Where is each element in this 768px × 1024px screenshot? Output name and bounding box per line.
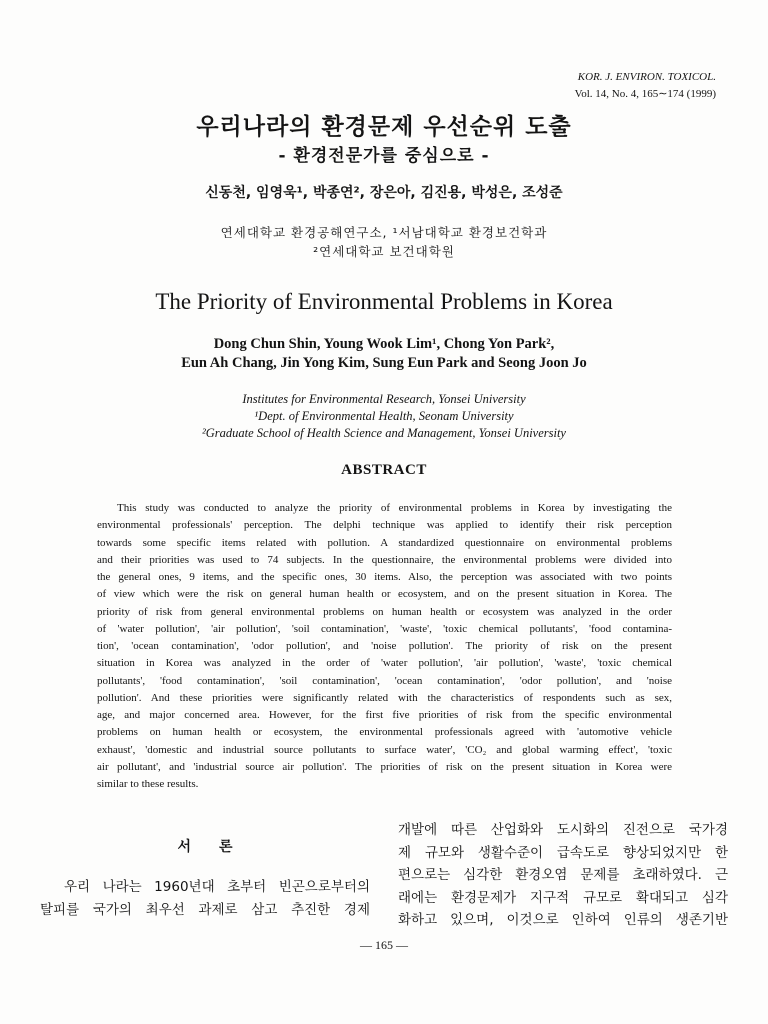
- abstract-heading: ABSTRACT: [341, 462, 427, 478]
- body-right-column: [398, 819, 728, 932]
- korean-title: 우리나라의 환경문제 우선순위 도출: [196, 114, 572, 140]
- abstract-line: tion', 'ocean contamination', 'odor pollution', and 'noise pollution'. The priority of risk on the present: [97, 640, 672, 652]
- abstract-line: of 'water pollution', 'air pollution', 'soil contamination', 'waste', 'toxic chemical pollutants', 'food contamina-: [97, 622, 672, 635]
- abstract-body: [97, 500, 672, 793]
- abstract-line: environmental professionals' perception. The delphi technique was applied to identify their risk perception: [97, 519, 672, 532]
- abstract-line: towards some specific items related with pollution. A standardized questionnaire on environmental problems: [97, 536, 672, 549]
- body-line: 편으로는 심각한 환경오염 문제를 초래하였다. 근: [398, 867, 728, 884]
- journal-volume: Vol. 14, No. 4, 165∼174 (1999): [574, 88, 716, 100]
- korean-authors: 신동천, 임영욱¹, 박종연², 장은아, 김진용, 박성은, 조성준: [205, 185, 563, 201]
- abstract-line: exhaust', 'domestic and industrial source pollutants to surface water', 'CO₂ and global warming effect', 'toxic: [97, 743, 672, 756]
- english-title: The Priority of Environmental Problems in Korea: [155, 289, 613, 314]
- affiliation-line: Institutes for Environmental Research, Yonsei University: [242, 392, 526, 406]
- abstract-line: age, and major concerned area. However, for the first five priorities of risk from the specific environmental: [97, 709, 672, 721]
- body-line: 제 규모와 생활수준이 급속도로 향상되었지만 한: [398, 844, 728, 861]
- journal-name: KOR. J. ENVIRON. TOXICOL.: [577, 71, 716, 83]
- affiliation-line: ¹Dept. of Environmental Health, Seonam University: [254, 409, 514, 423]
- body-line: 래에는 환경문제가 지구적 규모로 확대되고 심각: [398, 889, 728, 906]
- abstract-line: pollutants', 'food contamination', 'soil contamination', 'ocean contamination', 'odor pollution', and 'noise: [97, 674, 672, 687]
- abstract-line: and their priorities was used to 74 subjects. In the questionnaire, the environmental problems were divided into: [97, 553, 672, 566]
- body-line: 화하고 있으며, 이것으로 인하여 인류의 생존기반: [398, 912, 728, 929]
- body-line: 탈피를 국가의 최우선 과제로 삼고 추진한 경제: [40, 901, 370, 918]
- korean-affiliation: 연세대학교 환경공해연구소, ¹서남대학교 환경보건학과: [220, 225, 548, 240]
- abstract-line: air pollutant', and 'industrial source air pollution'. The priorities of risk on the present situation in Korea were: [97, 760, 672, 773]
- english-authors: [0, 335, 768, 373]
- body-line: 우리 나라는 1960년대 초부터 빈곤으로부터의: [64, 879, 370, 895]
- abstract-line: priority of risk from general environmental problems on human health or ecosystem was analyzed in the order: [97, 605, 672, 618]
- abstract-line: This study was conducted to analyze the priority of environmental problems in Korea by investigating the: [117, 502, 672, 514]
- english-affiliations: [0, 391, 768, 442]
- body-line: 개발에 따른 산업화와 도시화의 진전으로 국가경: [398, 822, 728, 838]
- journal-header: [575, 69, 716, 103]
- page-number: — 165 —: [360, 938, 408, 952]
- affiliation-line: ²Graduate School of Health Science and Management, Yonsei University: [202, 426, 566, 440]
- abstract-line: of view which were the risk on general human health or ecosystem, and on the present situation in Korea. The: [97, 588, 672, 601]
- abstract-line: situation in Korea was analyzed in the order of 'water pollution', 'air pollution', 'waste', 'toxic chemical: [97, 657, 672, 670]
- abstract-line: problems on human health or ecosystem, the environmental professionals agreed with 'automotive vehicle: [97, 726, 672, 739]
- body-left-column: [40, 836, 370, 921]
- abstract-line: similar to these results.: [97, 778, 199, 790]
- author-line: Eun Ah Chang, Jin Yong Kim, Sung Eun Park and Seong Joon Jo: [181, 355, 587, 371]
- korean-subtitle: - 환경전문가를 중심으로 -: [278, 146, 490, 166]
- section-heading: 서 론: [177, 839, 233, 855]
- abstract-line: the general ones, 9 items, and the specific ones, 30 items. Also, the perception was associated with two points: [97, 571, 672, 583]
- abstract-line: pollution'. And these priorities were significantly related with the characteristics of respondents such as sex,: [97, 691, 672, 704]
- korean-affiliation: ²연세대학교 보건대학원: [313, 244, 455, 259]
- author-line: Dong Chun Shin, Young Wook Lim¹, Chong Yon Park²,: [213, 336, 555, 352]
